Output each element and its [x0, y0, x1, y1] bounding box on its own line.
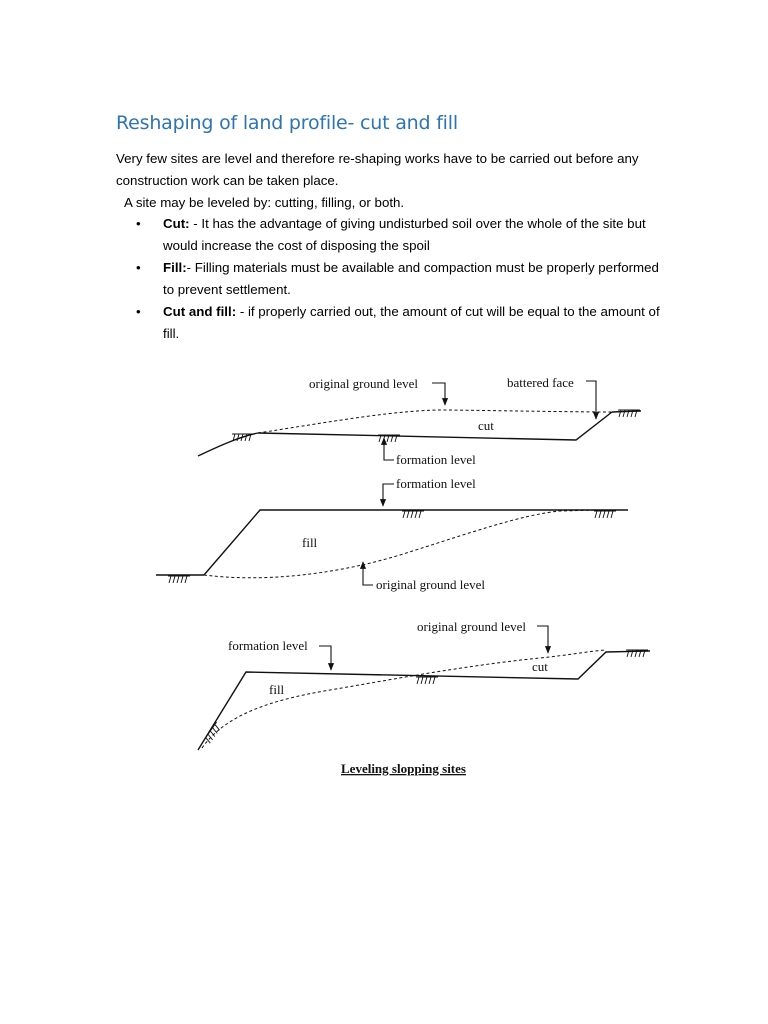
- list-item-term: Cut:: [163, 216, 190, 231]
- pointer-original-ground: [363, 562, 373, 585]
- formation-line: [198, 651, 650, 750]
- pointer-formation-level: [383, 484, 394, 506]
- list-item-text: - Filling materials must be available and compaction must be properly performed to prevent settlement.: [163, 260, 659, 297]
- label-original-ground-level: original ground level: [417, 619, 527, 634]
- label-battered-face: battered face: [507, 375, 574, 390]
- label-formation-level: formation level: [396, 476, 476, 491]
- ground-hatch-icon: [594, 511, 616, 518]
- natural-ground-left: [198, 433, 258, 456]
- label-cut: cut: [478, 418, 494, 433]
- fill-slope: [204, 510, 628, 575]
- page-title: Reshaping of land profile- cut and fill: [116, 112, 458, 134]
- formation-line: [258, 412, 612, 440]
- fill-diagram: [156, 476, 628, 592]
- pointer-original-ground: [537, 626, 548, 653]
- pointer-formation-level: [384, 438, 394, 460]
- bullet-icon: •: [136, 304, 141, 319]
- label-fill: fill: [302, 535, 318, 550]
- original-ground-dashed: [258, 410, 612, 433]
- label-fill: fill: [269, 682, 285, 697]
- lead-paragraph: A site may be leveled by: cutting, filling, or both.: [124, 195, 405, 210]
- ground-hatch-icon: [402, 511, 424, 518]
- cut-fill-diagram: [198, 619, 650, 750]
- original-ground-dashed: [204, 510, 600, 578]
- bullet-icon: •: [136, 260, 141, 275]
- pointer-battered-face: [586, 381, 596, 419]
- list-item-term: Fill:: [163, 260, 187, 275]
- pointer-formation-level: [319, 646, 331, 670]
- figure-caption: Leveling slopping sites: [341, 761, 466, 776]
- ground-hatch-icon: [168, 576, 190, 583]
- bullet-icon: •: [136, 216, 141, 231]
- intro-paragraph: Very few sites are level and therefore re-shaping works have to be carried out before any construction work can be taken place.: [116, 151, 639, 188]
- pointer-original-ground: [432, 383, 445, 405]
- list-item-text: - It has the advantage of giving undisturbed soil over the whole of the site but would increase the cost of disposing the spoil: [163, 216, 646, 253]
- label-original-ground-level: original ground level: [309, 376, 419, 391]
- label-formation-level: formation level: [228, 638, 308, 653]
- ground-hatch-icon: [416, 677, 438, 684]
- cut-diagram: [198, 375, 641, 467]
- list-item-text: - if properly carried out, the amount of cut will be equal to the amount of fill.: [163, 304, 660, 341]
- label-cut: cut: [532, 659, 548, 674]
- label-original-ground-level: original ground level: [376, 577, 486, 592]
- list-item-term: Cut and fill:: [163, 304, 237, 319]
- label-formation-level: formation level: [396, 452, 476, 467]
